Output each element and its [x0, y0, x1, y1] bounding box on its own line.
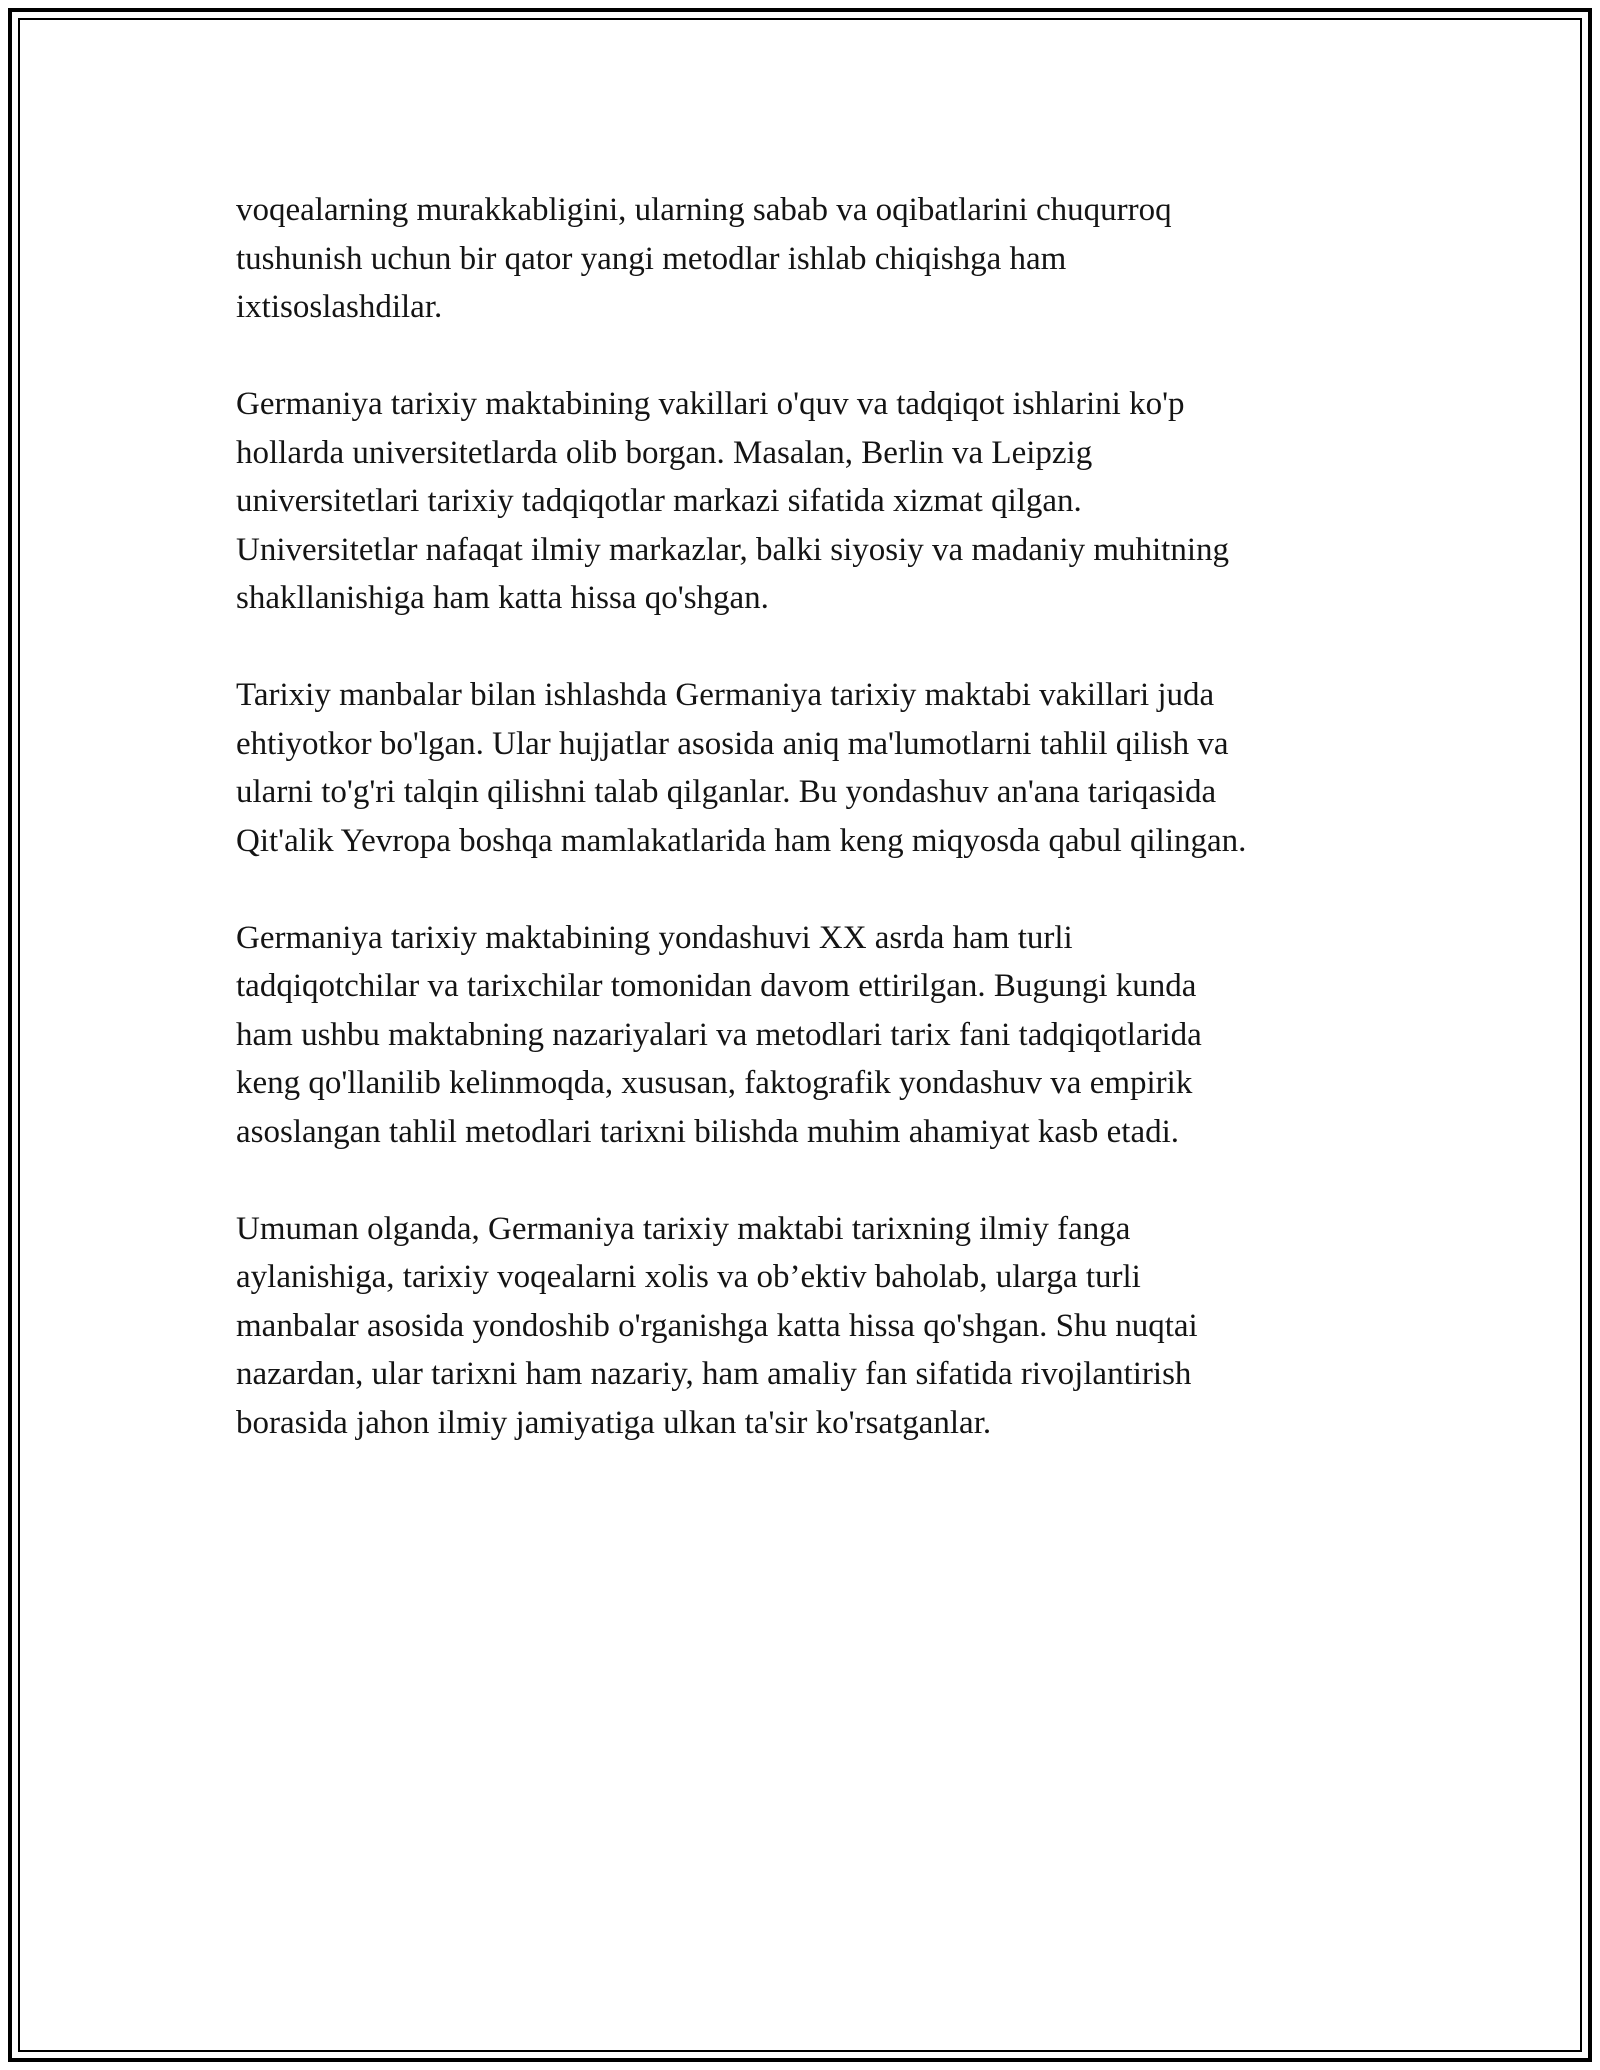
text-line: Germaniya tarixiy maktabining yondashuvi XX asrda ham turli	[236, 919, 1073, 956]
text-line: Qit'alik Yevropa boshqa mamlakatlarida ham keng miqyosda qabul qilingan.	[236, 822, 1247, 859]
paragraph-2	[236, 380, 1386, 623]
paragraph-4	[236, 914, 1386, 1157]
text-line: asoslangan tahlil metodlari tarixni bilishda muhim ahamiyat kasb etadi.	[236, 1113, 1180, 1150]
text-line: shakllanishiga ham katta hissa qo'shgan.	[236, 580, 769, 616]
text-line: ixtisoslashdilar.	[236, 289, 443, 325]
text-line: ham ushbu maktabning nazariyalari va metodlari tarix fani tadqiqotlarida	[236, 1016, 1202, 1053]
text-line: Umuman olganda, Germaniya tarixiy maktabi tarixning ilmiy fanga	[236, 1210, 1131, 1247]
document-body	[236, 186, 1386, 1496]
paragraph-1	[236, 186, 1386, 332]
text-line: universitetlari tarixiy tadqiqotlar markazi sifatida xizmat qilgan.	[236, 483, 1082, 519]
text-line: ehtiyotkor bo'lgan. Ular hujjatlar asosida aniq ma'lumotlarni tahlil qilish va	[236, 725, 1229, 762]
text-line: nazardan, ular tarixni ham nazariy, ham amaliy fan sifatida rivojlantirish	[236, 1356, 1192, 1392]
text-line: Germaniya tarixiy maktabining vakillari o'quv va tadqiqot ishlarini ko'p	[236, 386, 1185, 422]
paragraph-5	[236, 1205, 1386, 1448]
text-line: tadqiqotchilar va tarixchilar tomonidan davom ettirilgan. Bugungi kunda	[236, 968, 1197, 1004]
text-line: borasida jahon ilmiy jamiyatiga ulkan ta'sir ko'rsatganlar.	[236, 1404, 992, 1441]
paragraph-3	[236, 671, 1386, 865]
text-line: manbalar asosida yondoshib o'rganishga katta hissa qo'shgan. Shu nuqtai	[236, 1307, 1198, 1344]
text-line: tushunish uchun bir qator yangi metodlar ishlab chiqishga ham	[236, 240, 1067, 277]
text-line: hollarda universitetlarda olib borgan. Masalan, Berlin va Leipzig	[236, 434, 1093, 471]
text-line: Tarixiy manbalar bilan ishlashda Germaniya tarixiy maktabi vakillari juda	[236, 677, 1215, 713]
text-line: voqealarning murakkabligini, ularning sabab va oqibatlarini chuqurroq	[236, 192, 1172, 228]
text-line: ularni to'g'ri talqin qilishni talab qilganlar. Bu yondashuv an'ana tariqasida	[236, 774, 1217, 810]
text-line: aylanishiga, tarixiy voqealarni xolis va ob’ektiv baholab, ularga turli	[236, 1259, 1141, 1295]
text-line: Universitetlar nafaqat ilmiy markazlar, balki siyosiy va madaniy muhitning	[236, 531, 1229, 568]
text-line: keng qo'llanilib kelinmoqda, xususan, faktografik yondashuv va empirik	[236, 1065, 1193, 1101]
